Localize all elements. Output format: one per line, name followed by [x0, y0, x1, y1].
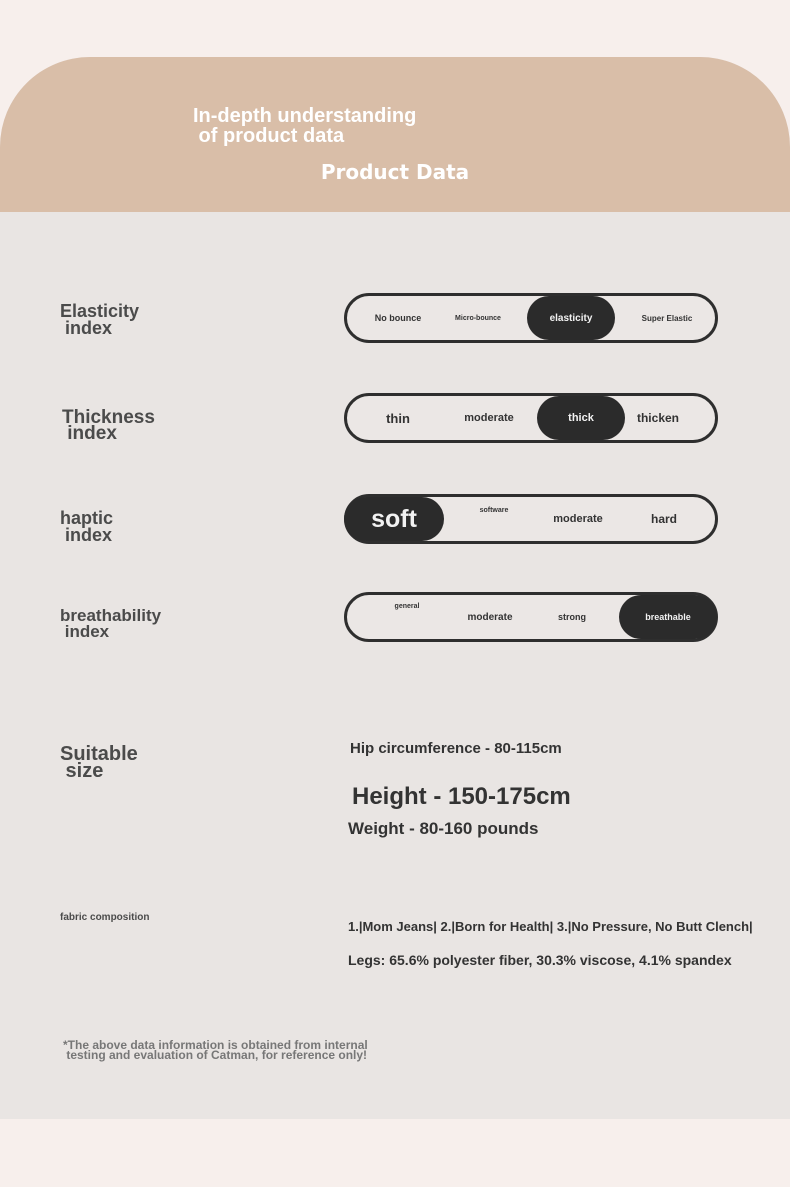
haptic-option-hard: hard	[650, 512, 677, 526]
breathability-option-moderate: moderate	[467, 611, 513, 623]
thickness-option-thicken: thicken	[636, 411, 679, 425]
elasticity-option-micro-bounce: Micro-bounce	[455, 314, 501, 322]
header-title: Product Data	[320, 160, 470, 184]
weight-text: Weight - 80-160 pounds	[348, 819, 539, 838]
thickness-option-thick: thick	[537, 396, 625, 440]
fabric-composition-text: Legs: 65.6% polyester fiber, 30.3% viscose, 4.1% spandex	[348, 952, 732, 968]
thickness-option-thin: thin	[386, 410, 410, 426]
product-data-card	[0, 57, 790, 1119]
breathability-index-label: breathability index	[60, 606, 162, 641]
thickness-index-scale	[344, 393, 718, 443]
fabric-composition-label: fabric composition	[60, 912, 150, 923]
elasticity-index-scale	[344, 293, 718, 343]
breathability-index-scale	[344, 592, 718, 642]
reference-note: *The above data information is obtained from internal testing and evaluation of Catman, for reference only!	[63, 1038, 368, 1062]
elasticity-option-no-bounce: No bounce	[374, 313, 422, 323]
breathability-option-strong: strong	[558, 612, 586, 622]
haptic-index-scale	[344, 494, 718, 544]
header-subtitle: In-depth understanding of product data	[193, 105, 417, 147]
suitable-size-label: Suitable size	[60, 743, 138, 782]
thickness-index-label: Thickness index	[62, 407, 155, 444]
breathability-option-general: general	[394, 603, 420, 610]
header-banner	[0, 57, 790, 212]
haptic-index-label: haptic index	[60, 508, 114, 545]
hip-circumference-text: Hip circumference - 80-115cm	[350, 740, 562, 757]
elasticity-index-label: Elasticity index	[60, 301, 140, 338]
haptic-option-moderate: moderate	[553, 513, 603, 525]
fabric-features-text: 1.|Mom Jeans| 2.|Born for Health| 3.|No Pressure, No Butt Clench|	[348, 919, 753, 934]
breathability-option-breathable: breathable	[619, 595, 717, 639]
elasticity-option-super-elastic: Super Elastic	[641, 313, 693, 323]
haptic-option-soft: soft	[344, 497, 444, 541]
elasticity-option-elasticity: elasticity	[527, 296, 615, 340]
haptic-option-software: software	[479, 507, 509, 514]
height-text: Height - 150-175cm	[352, 783, 571, 810]
thickness-option-moderate: moderate	[464, 412, 514, 424]
